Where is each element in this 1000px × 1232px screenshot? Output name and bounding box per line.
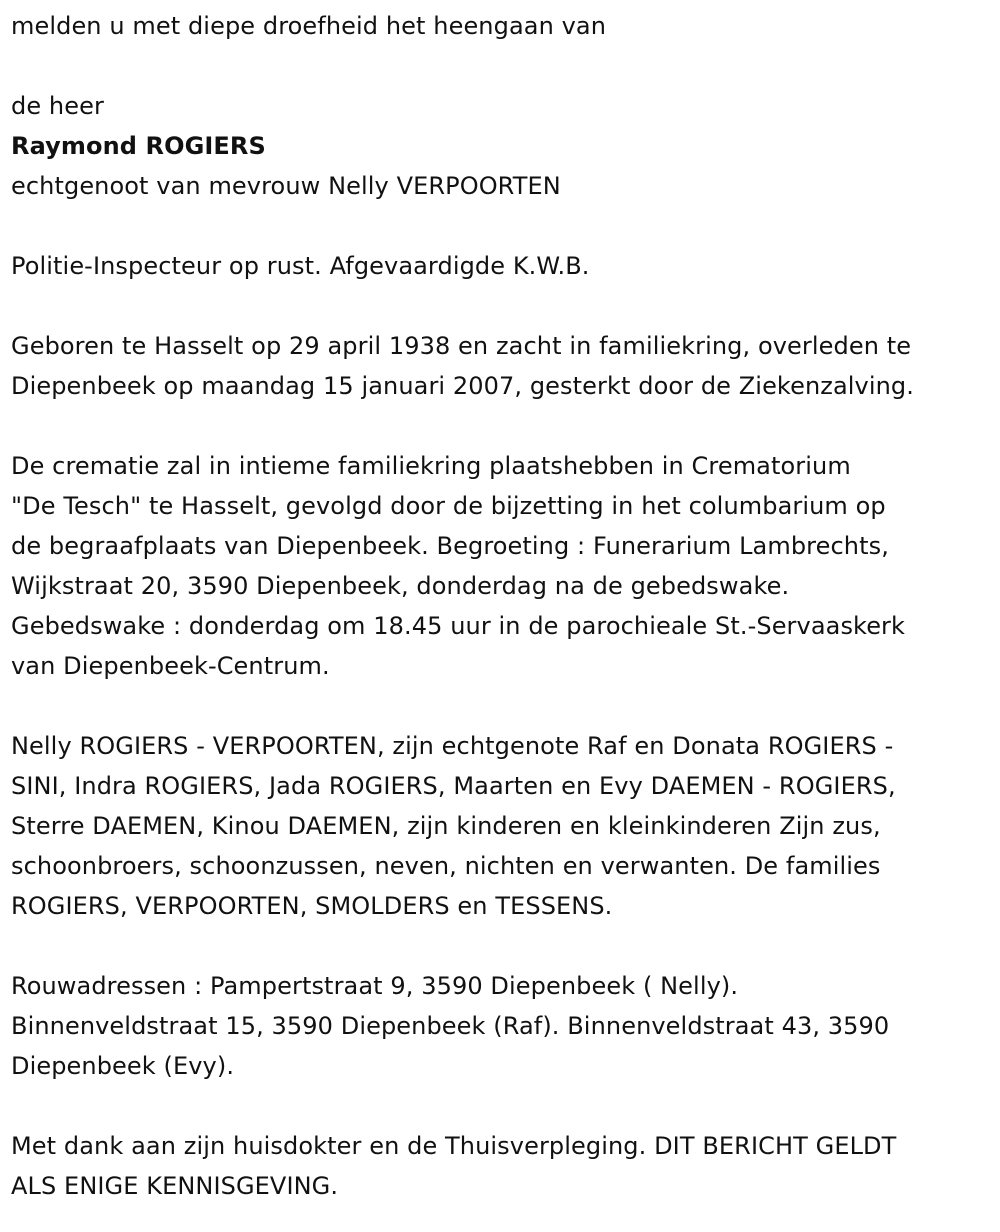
paragraph-line: De crematie zal in intieme familiekring plaatshebben in Crematorium — [11, 452, 851, 480]
spacer — [11, 46, 996, 86]
ceremony-paragraph — [11, 446, 996, 686]
paragraph-line: SINI, Indra ROGIERS, Jada ROGIERS, Maarten en Evy DAEMEN - ROGIERS, — [11, 772, 896, 800]
paragraph-line: van Diepenbeek-Centrum. — [11, 652, 330, 680]
spacer — [11, 1086, 996, 1126]
closing-paragraph — [11, 1126, 996, 1206]
intro-text: melden u met diepe droefheid het heengaan van — [11, 12, 607, 40]
spacer — [11, 286, 996, 326]
paragraph-line: de begraafplaats van Diepenbeek. Begroeting : Funerarium Lambrechts, — [11, 532, 889, 560]
spacer — [11, 406, 996, 446]
paragraph-line: Gebedswake : donderdag om 18.45 uur in de parochieale St.-Servaaskerk — [11, 612, 906, 640]
paragraph-line: ALS ENIGE KENNISGEVING. — [11, 1172, 339, 1200]
paragraph-line: Geboren te Hasselt op 29 april 1938 en zacht in familiekring, overleden te — [11, 332, 912, 360]
addresses-paragraph — [11, 966, 996, 1086]
title-prefix: de heer — [11, 92, 104, 120]
paragraph-line: "De Tesch" te Hasselt, gevolgd door de bijzetting in het columbarium op — [11, 492, 886, 520]
obituary-document — [11, 6, 996, 1206]
spacer — [11, 686, 996, 726]
paragraph-line: Diepenbeek (Evy). — [11, 1052, 235, 1080]
paragraph-line: Met dank aan zijn huisdokter en de Thuisverpleging. DIT BERICHT GELDT — [11, 1132, 897, 1160]
paragraph-line: Diepenbeek op maandag 15 januari 2007, gesterkt door de Ziekenzalving. — [11, 372, 914, 400]
birth-death-paragraph — [11, 326, 996, 406]
paragraph-line: schoonbroers, schoonzussen, neven, nichten en verwanten. De families — [11, 852, 881, 880]
paragraph-line: Nelly ROGIERS - VERPOORTEN, zijn echtgenote Raf en Donata ROGIERS - — [11, 732, 894, 760]
paragraph-line: ROGIERS, VERPOORTEN, SMOLDERS en TESSENS. — [11, 892, 613, 920]
paragraph-line: Wijkstraat 20, 3590 Diepenbeek, donderdag na de gebedswake. — [11, 572, 790, 600]
paragraph-line: Rouwadressen : Pampertstraat 9, 3590 Diepenbeek ( Nelly). — [11, 972, 739, 1000]
family-paragraph — [11, 726, 996, 926]
paragraph-line: Binnenveldstraat 15, 3590 Diepenbeek (Raf). Binnenveldstraat 43, 3590 — [11, 1012, 890, 1040]
paragraph-line: Sterre DAEMEN, Kinou DAEMEN, zijn kinderen en kleinkinderen Zijn zus, — [11, 812, 881, 840]
spouse-text: echtgenoot van mevrouw Nelly VERPOORTEN — [11, 172, 561, 200]
occupation-text: Politie-Inspecteur op rust. Afgevaardigde K.W.B. — [11, 252, 590, 280]
deceased-name: Raymond ROGIERS — [11, 132, 266, 160]
spacer — [11, 926, 996, 966]
spacer — [11, 206, 996, 246]
